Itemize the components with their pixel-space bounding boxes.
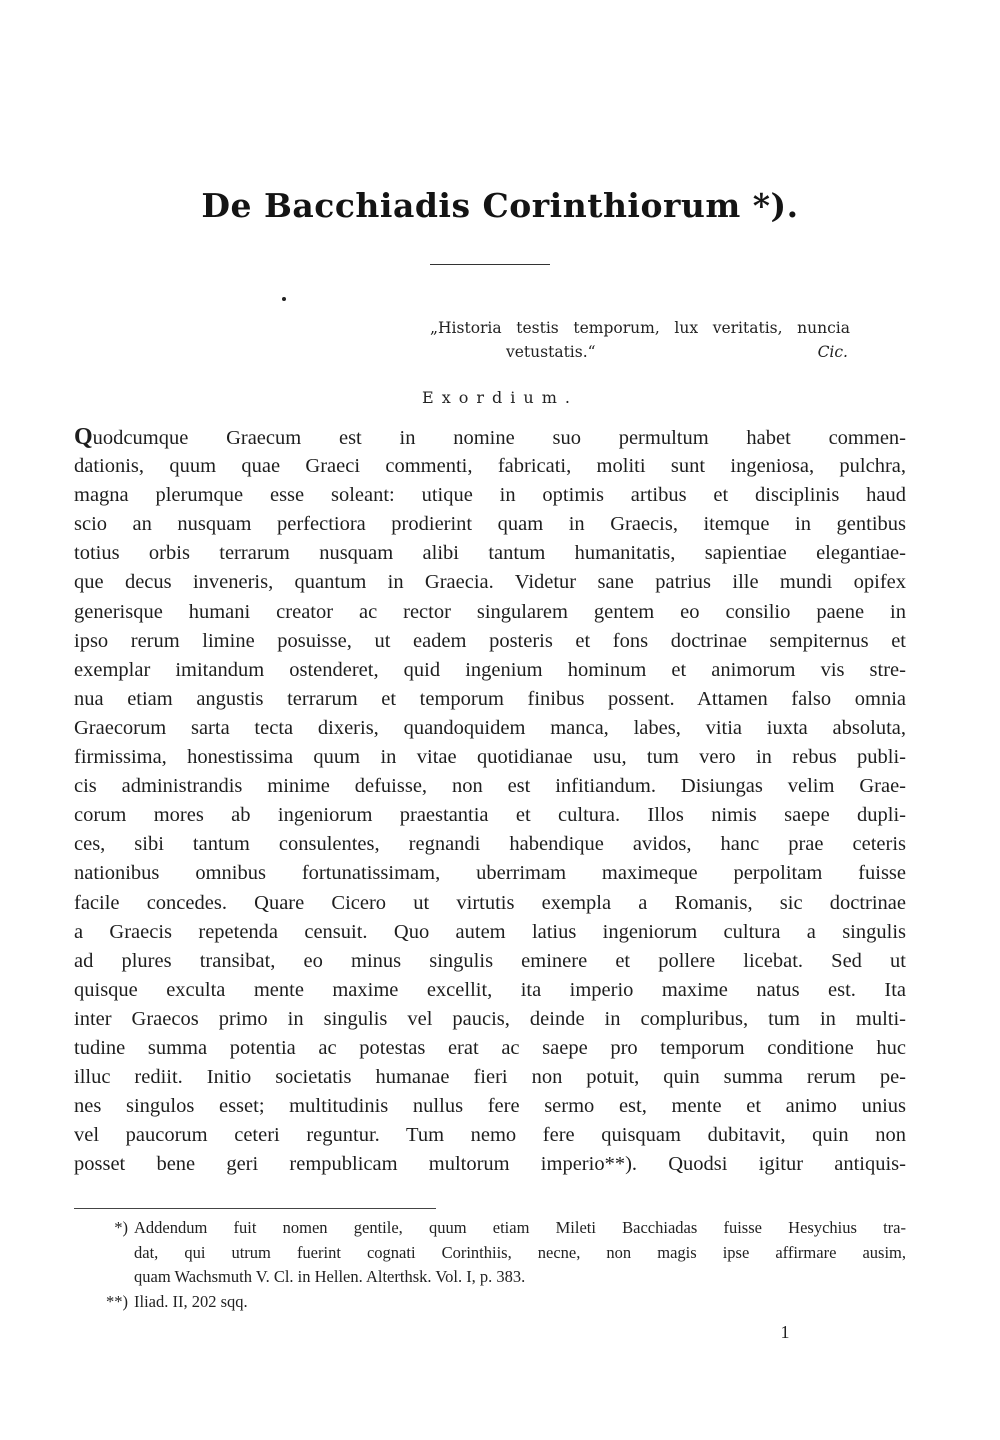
body-line: a Graecis repetenda censuit. Quo autem latius ingeniorum cultura a singulis [74, 920, 906, 943]
body-line: magna plerumque esse soleant: utique in optimis artibus et disciplinis haud [74, 484, 906, 507]
epigraph [430, 316, 850, 364]
body-line: dationis, quum quae Graeci commenti, fabricati, moliti sunt ingeniosa, pulchra, [74, 455, 906, 478]
body-line: firmissima, honestissima quum in vitae quotidianae usu, tum vero in rebus publi- [74, 746, 906, 769]
footnote-line: dat, qui utrum fuerint cognati Corinthiis, necne, non magis ipse affirmare ausim, [134, 1242, 906, 1262]
footnote-line: Addendum fuit nomen gentile, quum etiam Mileti Bacchiadas fuisse Hesychius tra- [134, 1218, 906, 1237]
body-line: ces, sibi tantum consulentes, regnandi habendique avidos, hanc prae ceteris [74, 833, 906, 856]
footnote-2 [74, 1290, 906, 1315]
body-text [74, 423, 906, 1179]
body-line: generisque humani creator ac rector singularem gentem eo consilio paene in [74, 600, 906, 623]
body-line: posset bene geri rempublicam multorum imperio**). Quodsi igitur antiquis- [74, 1153, 906, 1176]
epigraph-line-1: „Historia testis temporum, lux veritatis, nuncia [430, 319, 850, 337]
body-line: que decus inveneris, quantum in Graecia. Videtur sane patrius ille mundi opifex [74, 571, 906, 594]
body-line: quisque exculta mente maxime excellit, ita imperio maxime natus est. Ita [74, 978, 906, 1001]
body-line: tudine summa potentia ac potestas erat ac saepe pro temporum conditione huc [74, 1036, 906, 1059]
body-line: ipso rerum limine posuisse, ut eadem posteris et fons doctrinae sempiternus et [74, 629, 906, 652]
first-line-text: uodcumque Graecum est in nomine suo permultum habet commen- [92, 427, 906, 449]
footnotes [74, 1216, 906, 1314]
body-line: exemplar imitandum ostenderet, quid ingenium hominum et animorum vis stre- [74, 658, 906, 681]
page-title: De Bacchiadis Corinthiorum *). [201, 186, 799, 225]
footnote-divider [74, 1208, 436, 1209]
stray-dot [282, 297, 286, 301]
body-line: illuc rediit. Initio societatis humanae fieri non potuit, quin summa rerum pe- [74, 1066, 906, 1089]
title-divider [430, 264, 550, 265]
footnote-line: Iliad. II, 202 sqq. [134, 1291, 248, 1311]
body-line: corum mores ab ingeniorum praestantia et cultura. Illos nimis saepe dupli- [74, 804, 906, 827]
footnote-text [134, 1216, 906, 1290]
body-line: nes singulos esset; multitudinis nullus fere sermo est, mente et animo unius [74, 1095, 906, 1118]
page-number: 1 [780, 1322, 790, 1342]
epigraph-line-2 [430, 340, 850, 364]
body-line: Graecorum sarta tecta dixeris, quandoquidem manca, labes, vitia iuxta absoluta, [74, 716, 906, 739]
body-line: ad plures transibat, eo minus singulis eminere et pollere licebat. Sed ut [74, 949, 906, 972]
epigraph-citation: Cic. [817, 343, 848, 361]
body-line: nua etiam angustis terrarum et temporum finibus possent. Attamen falso omnia [74, 687, 906, 710]
epigraph-line-2-text: vetustatis.“ [506, 343, 596, 361]
footnote-mark: *) [114, 1218, 128, 1237]
body-line: scio an nusquam perfectiora prodierint quam in Graecis, itemque in gentibus [74, 513, 906, 536]
body-line: inter Graecos primo in singulis vel paucis, deinde in compluribus, tum in multi- [74, 1007, 906, 1030]
footnote-line: quam Wachsmuth V. Cl. in Hellen. Alterthsk. Vol. I, p. 383. [134, 1267, 526, 1286]
body-line: facile concedes. Quare Cicero ut virtutis exempla a Romanis, sic doctrinae [74, 891, 906, 914]
footnote-text [134, 1290, 906, 1315]
footnote-mark: **) [106, 1291, 128, 1311]
section-heading: Exordium. [422, 388, 578, 407]
body-line: totius orbis terrarum nusquam alibi tantum humanitatis, sapientiae elegantiae- [74, 542, 906, 565]
body-line: cis administrandis minime defuisse, non est infitiandum. Disiungas velim Grae- [74, 775, 906, 798]
body-line: nationibus omnibus fortunatissimam, uberrimam maximeque perpolitam fuisse [74, 862, 906, 885]
drop-cap: Q [74, 424, 93, 450]
body-line: vel paucorum ceteri reguntur. Tum nemo fere quisquam dubitavit, quin non [74, 1124, 906, 1147]
footnote-1 [74, 1216, 906, 1290]
body-line [74, 423, 906, 452]
